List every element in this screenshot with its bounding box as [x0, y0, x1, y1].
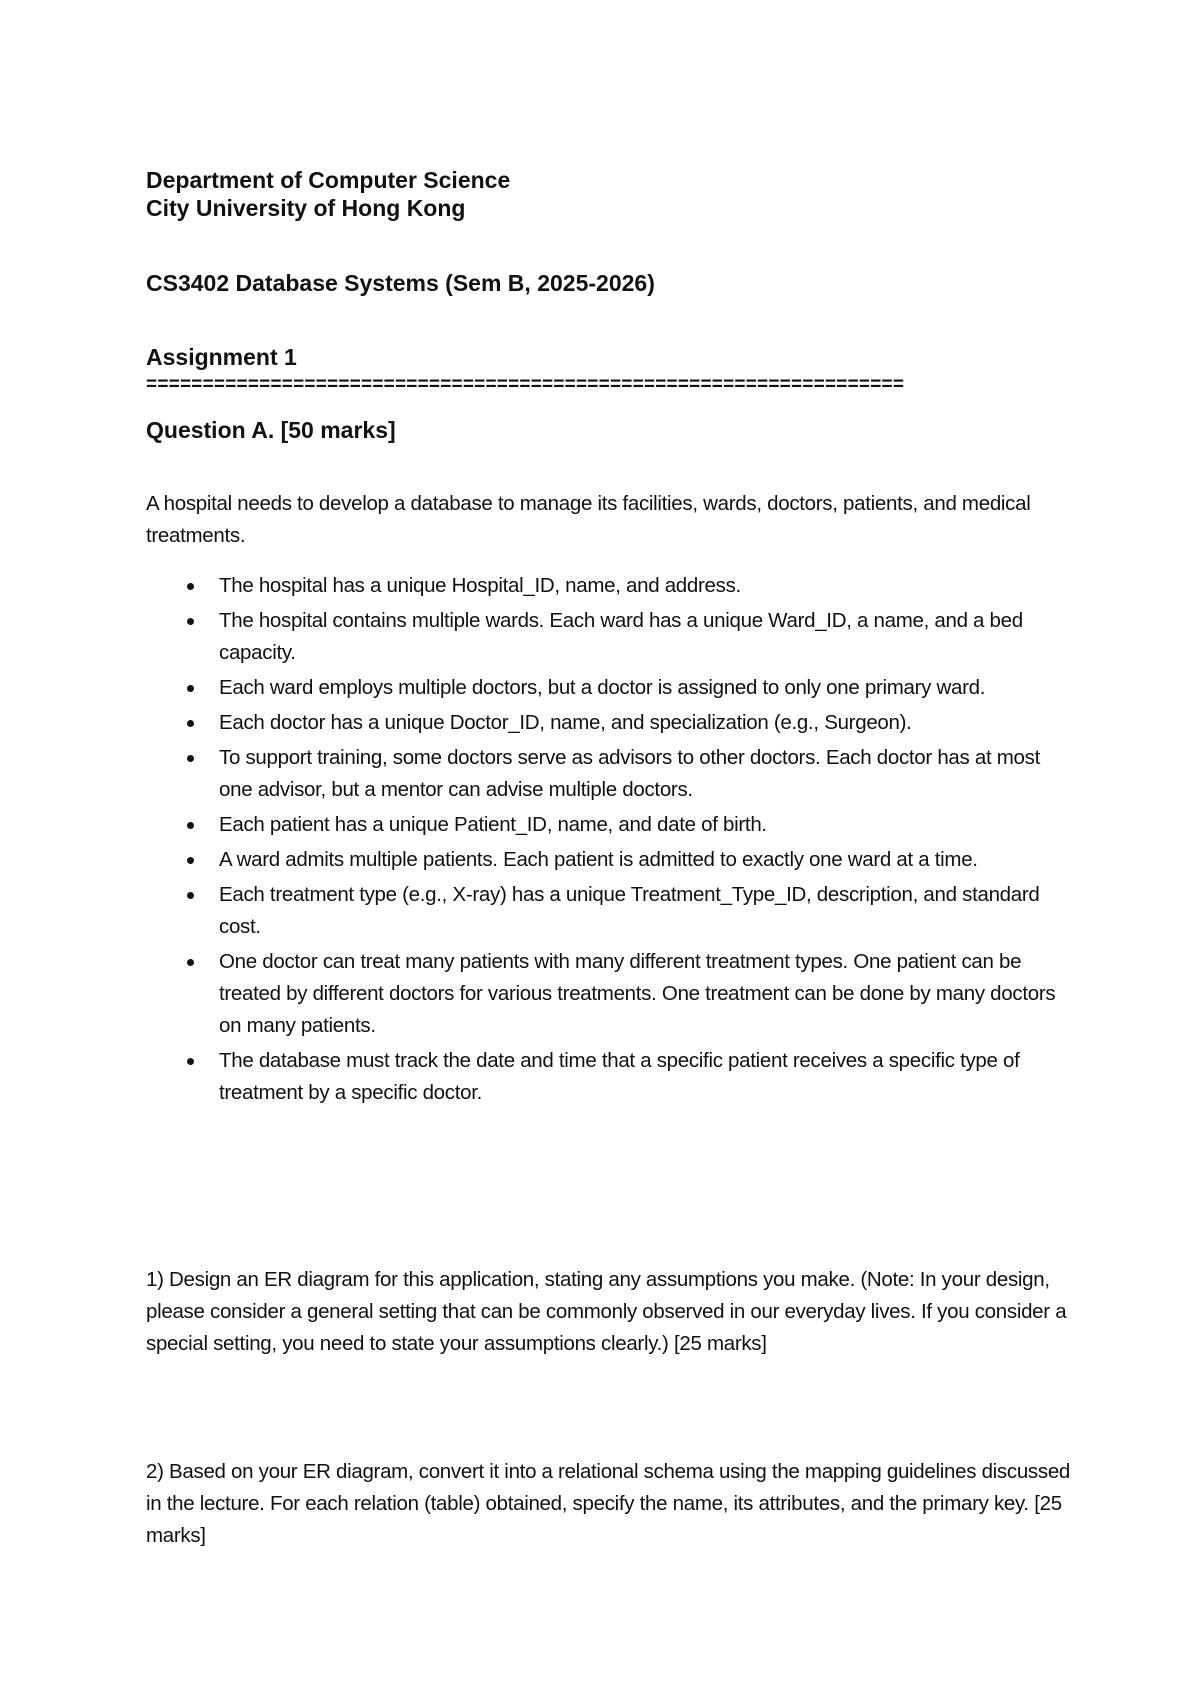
bullet-icon [187, 720, 194, 727]
bullet-icon [187, 892, 194, 899]
requirements-list [146, 570, 1076, 1112]
question-title: Question A. [50 marks] [146, 417, 396, 443]
list-item [146, 809, 1076, 841]
separator-line: =================================================================== [146, 374, 905, 395]
list-item [146, 707, 1076, 739]
document-page [146, 0, 1076, 1698]
list-item [146, 605, 1076, 669]
requirement-text: One doctor can treat many patients with many different treatment types. One patient can be treated by different doctors for various treatments. One treatment can be done by many doctors on many patients. [219, 950, 1056, 1037]
intro-paragraph: A hospital needs to develop a database to manage its facilities, wards, doctors, patients, and medical treatments. [146, 492, 1031, 547]
bullet-icon [187, 1058, 194, 1065]
list-item [146, 1045, 1076, 1109]
requirement-text: Each treatment type (e.g., X-ray) has a unique Treatment_Type_ID, description, and standard cost. [219, 883, 1040, 938]
bullet-icon [187, 618, 194, 625]
task-er-diagram: 1) Design an ER diagram for this application, stating any assumptions you make. (Note: In your design, please consider a general setting that can be commonly observed in our everyday lives. If you consider a special setting, you need to state your assumptions clearly.) [25 marks] [146, 1268, 1067, 1355]
list-item [146, 742, 1076, 806]
list-item [146, 844, 1076, 876]
bullet-icon [187, 755, 194, 762]
course-heading: CS3402 Database Systems (Sem B, 2025-2026) [146, 270, 655, 296]
bullet-icon [187, 583, 194, 590]
bullet-icon [187, 685, 194, 692]
list-item [146, 570, 1076, 602]
list-item [146, 672, 1076, 704]
requirement-text: Each doctor has a unique Doctor_ID, name, and specialization (e.g., Surgeon). [219, 711, 912, 734]
list-item [146, 946, 1076, 1042]
requirement-text: The hospital has a unique Hospital_ID, name, and address. [219, 574, 741, 597]
requirement-text: A ward admits multiple patients. Each patient is admitted to exactly one ward at a time. [219, 848, 978, 871]
bullet-icon [187, 822, 194, 829]
bullet-icon [187, 857, 194, 864]
bullet-icon [187, 959, 194, 966]
department-heading: Department of Computer Science [146, 167, 511, 193]
task-relational-schema: 2) Based on your ER diagram, convert it into a relational schema using the mapping guidelines discussed in the lecture. For each relation (table) obtained, specify the name, its attributes, and the primary key. [25 marks] [146, 1460, 1071, 1547]
list-item [146, 879, 1076, 943]
requirement-text: Each patient has a unique Patient_ID, name, and date of birth. [219, 813, 767, 836]
requirement-text: The database must track the date and time that a specific patient receives a specific type of treatment by a specific doctor. [219, 1049, 1020, 1104]
requirement-text: Each ward employs multiple doctors, but a doctor is assigned to only one primary ward. [219, 676, 986, 699]
requirement-text: The hospital contains multiple wards. Each ward has a unique Ward_ID, a name, and a bed capacity. [219, 609, 1023, 664]
assignment-heading: Assignment 1 [146, 344, 297, 370]
requirement-text: To support training, some doctors serve as advisors to other doctors. Each doctor has at most one advisor, but a mentor can advise multiple doctors. [219, 746, 1040, 801]
university-heading: City University of Hong Kong [146, 195, 466, 221]
